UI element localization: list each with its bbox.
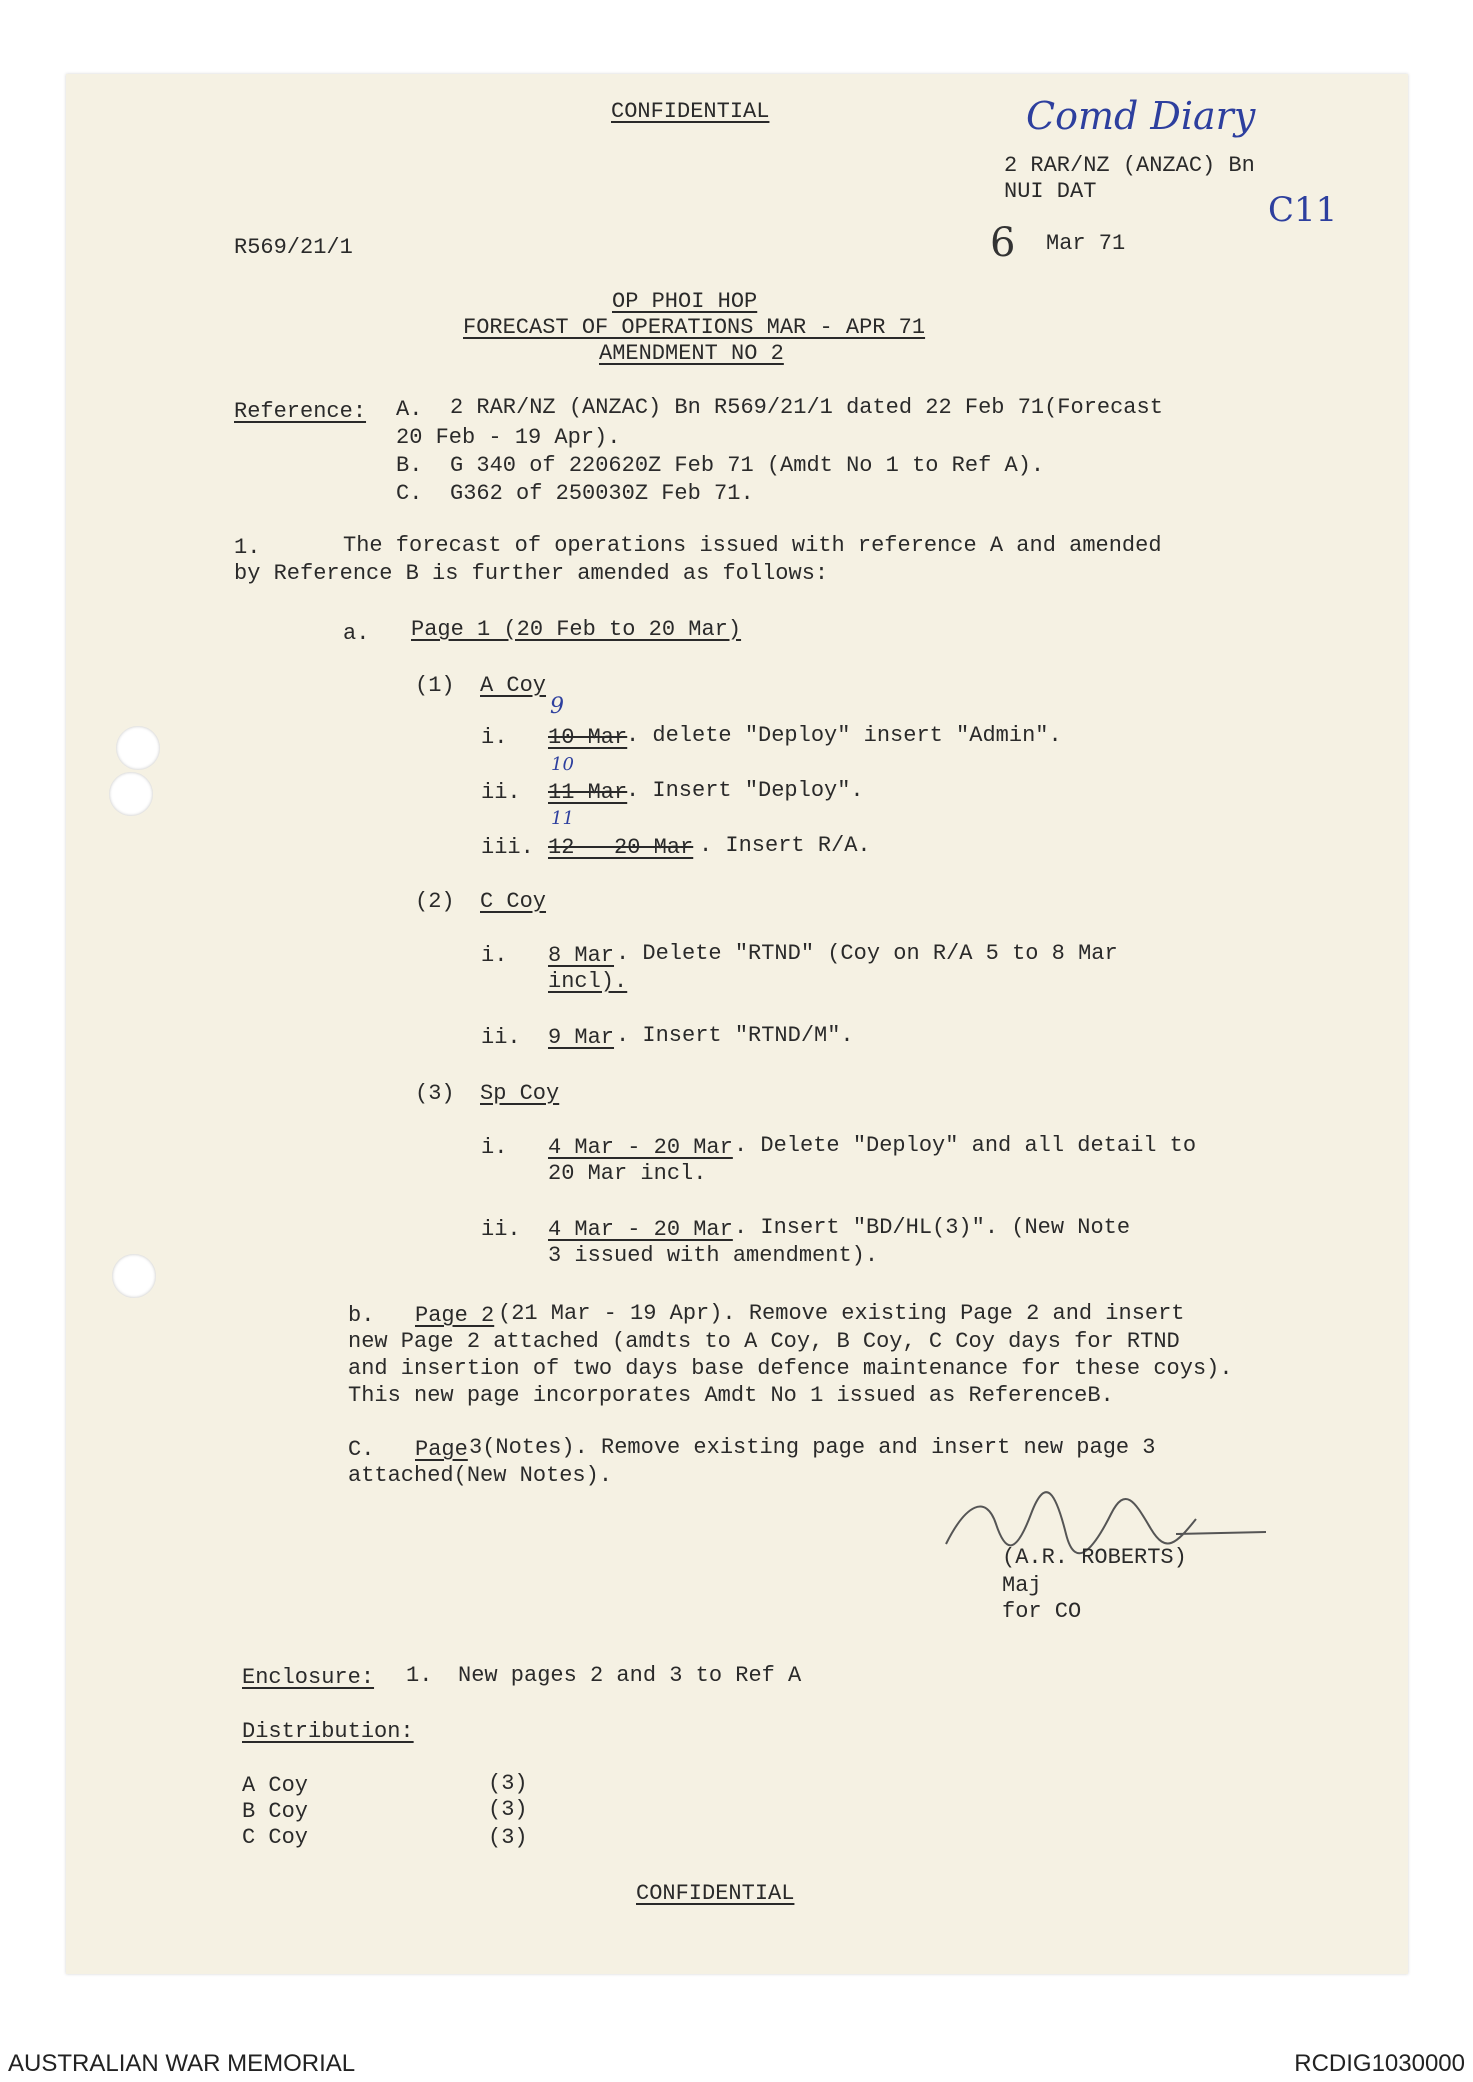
title-line1: OP PHOI HOP [612,289,758,314]
handwritten-note: Comd Diary [1026,94,1256,138]
sp-coy-ii-num: ii. [481,1217,521,1242]
section-c-text-line1: 3(Notes). Remove existing page and insert new page 3 [469,1435,1156,1460]
c-coy-i-text: . Delete "RTND" (Coy on R/A 5 to 8 Mar [616,941,1118,966]
sp-coy-number: (3) [415,1081,455,1106]
handwritten-ref: C11 [1268,190,1338,230]
a-coy-title: A Coy [480,673,547,698]
c-coy-ii-num: ii. [481,1025,521,1050]
signature-rank: Maj [1002,1573,1042,1598]
punch-hole-middle [109,772,153,816]
footer-archive-name: AUSTRALIAN WAR MEMORIAL [8,2050,356,2077]
a-coy-iii-date-correction: 11 [551,808,574,829]
a-coy-ii-num: ii. [481,780,521,805]
para1-number: 1. [234,535,261,560]
signature-name: (A.R. ROBERTS) [1002,1545,1187,1570]
section-b-text-line3: and insertion of two days base defence maintenance for these coys). [348,1356,1233,1381]
file-reference: R569/21/1 [234,235,353,260]
reference-a-letter: A. [396,397,423,422]
a-coy-iii-date: 12 - 20 Mar [548,835,694,860]
reference-label: Reference: [234,399,367,424]
a-coy-ii-date: 11 Mar [548,780,628,805]
a-coy-i-text: . delete "Deploy" insert "Admin". [626,723,1062,748]
title-line2: FORECAST OF OPERATIONS MAR - APR 71 [463,315,926,340]
section-a-letter: a. [343,621,370,646]
reference-b-letter: B. [396,453,423,478]
sp-coy-title: Sp Coy [480,1081,560,1106]
a-coy-ii-text: . Insert "Deploy". [626,778,864,803]
c-coy-i-text-cont: incl). [548,969,628,994]
a-coy-number: (1) [415,673,455,698]
reference-a-text-cont: 20 Feb - 19 Apr). [396,425,621,450]
distribution-copies: (3) [488,1771,528,1796]
sp-coy-i-text-cont: 20 Mar incl. [548,1161,707,1186]
c-coy-title: C Coy [480,889,547,914]
sp-coy-i-text: . Delete "Deploy" and all detail to [734,1133,1197,1158]
punch-hole-top [116,726,160,770]
sp-coy-i-date: 4 Mar - 20 Mar [548,1135,733,1160]
sp-coy-ii-text-cont: 3 issued with amendment). [548,1243,879,1268]
reference-a-text: 2 RAR/NZ (ANZAC) Bn R569/21/1 dated 22 Feb 71(Forecast [450,395,1163,420]
signature-for: for CO [1002,1599,1082,1624]
unit-name: 2 RAR/NZ (ANZAC) Bn [1004,153,1255,178]
classification-bottom: CONFIDENTIAL [636,1881,795,1906]
section-c-text-line2: attached(New Notes). [348,1463,613,1488]
unit-location: NUI DAT [1004,179,1097,204]
c-coy-ii-date: 9 Mar [548,1025,615,1050]
section-b-text-line1: (21 Mar - 19 Apr). Remove existing Page 2 and insert [498,1301,1185,1326]
sp-coy-ii-date: 4 Mar - 20 Mar [548,1217,733,1242]
a-coy-i-num: i. [481,725,508,750]
section-b-text-line4: This new page incorporates Amdt No 1 issued as ReferenceB. [348,1383,1114,1408]
distribution-copies: (3) [488,1825,528,1850]
c-coy-i-num: i. [481,943,508,968]
reference-c-letter: C. [396,481,423,506]
reference-b-text: G 340 of 220620Z Feb 71 (Amdt No 1 to Ref A). [450,453,1045,478]
distribution-unit: B Coy [242,1799,309,1824]
a-coy-iii-text: . Insert R/A. [699,833,871,858]
section-b-title: Page 2 [415,1303,495,1328]
a-coy-i-date-correction: 9 [550,694,564,719]
sp-coy-ii-text: . Insert "BD/HL(3)". (New Note [734,1215,1131,1240]
distribution-unit: A Coy [242,1773,309,1798]
section-b-letter: b. [348,1303,375,1328]
classification-top: CONFIDENTIAL [611,99,770,124]
a-coy-iii-num: iii. [481,835,534,860]
punch-hole-bottom [112,1254,156,1298]
enclosure-label: Enclosure: [242,1665,375,1690]
footer-record-id: RCDIG1030000 [1294,2050,1465,2077]
enclosure-number: 1. [406,1663,433,1688]
section-b-text-line2: new Page 2 attached (amdts to A Coy, B Coy, C Coy days for RTND [348,1329,1180,1354]
section-c-letter: C. [348,1437,375,1462]
reference-c-text: G362 of 250030Z Feb 71. [450,481,754,506]
c-coy-i-date: 8 Mar [548,943,615,968]
sp-coy-i-num: i. [481,1135,508,1160]
date-day-handwritten: 6 [990,220,1016,266]
a-coy-i-date: 10 Mar [548,725,628,750]
document-page [66,74,1408,1974]
title-line3: AMENDMENT NO 2 [599,341,784,366]
distribution-copies: (3) [488,1797,528,1822]
c-coy-number: (2) [415,889,455,914]
a-coy-ii-date-correction: 10 [551,754,574,775]
distribution-unit: C Coy [242,1825,309,1850]
para1-text-line1: The forecast of operations issued with reference A and amended [343,533,1162,558]
distribution-label: Distribution: [242,1719,414,1744]
section-c-title: Page [415,1437,468,1462]
section-a-title: Page 1 (20 Feb to 20 Mar) [411,617,742,642]
date: Mar 71 [1046,231,1126,256]
para1-text-line2: by Reference B is further amended as follows: [234,561,829,586]
enclosure-text: New pages 2 and 3 to Ref A [458,1663,802,1688]
c-coy-ii-text: . Insert "RTND/M". [616,1023,854,1048]
